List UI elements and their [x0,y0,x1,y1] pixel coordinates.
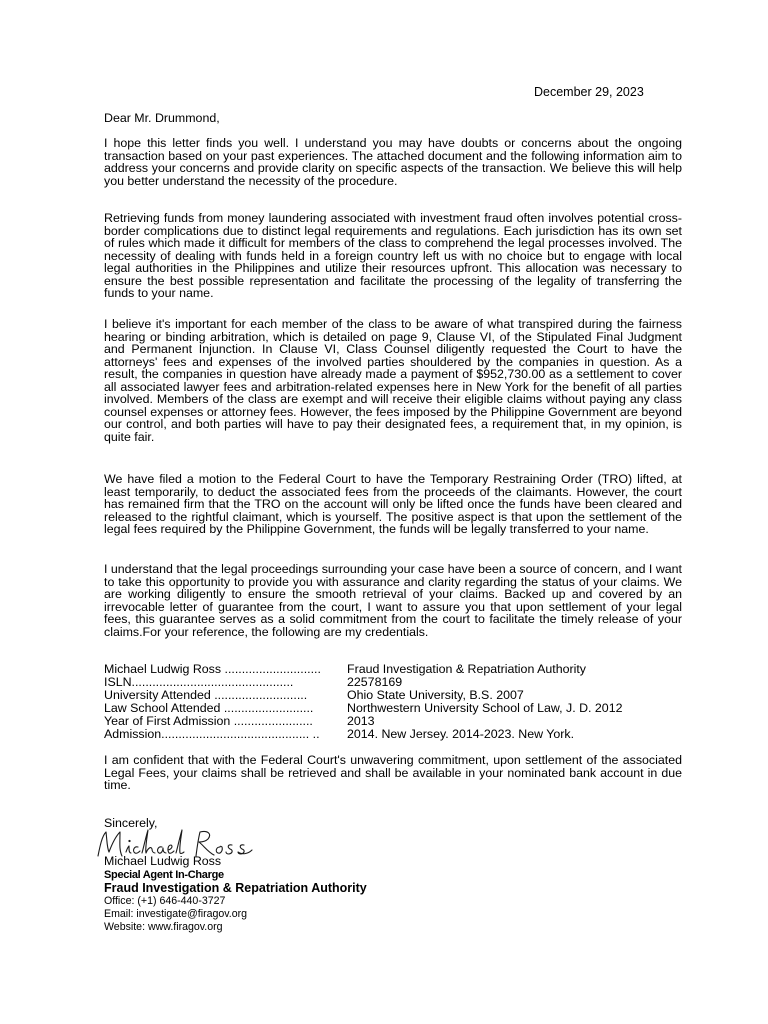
closing-paragraph: I am confident that with the Federal Court's unwavering commitment, upon settlement of the associated Legal Fees, your claims shall be retrieved and shall be available in your nominated bank account in due time. [104,753,682,792]
letter-date: December 29, 2023 [534,85,644,99]
contact-website: Website: www.firagov.org [104,921,223,933]
paragraph-3: I believe it's important for each member of the class to be aware of what transpired during the fairness hearing or binding arbitration, which is detailed on page 9, Clause VI, of the Stipulated Final Judgment and Permanent Injunction. In Clause VI, Class Counsel diligently requested the Court to have the attorneys' fees and expenses of the involved parties shouldered by the companies in question. As a result, the companies in question have already made a payment of $952,730.00 as a settlement to cover all associated lawyer fees and arbitration-related expenses here in New York for the benefit of all parties involved. Members of the class are exempt and will receive their eligible claims without paying any class counsel expenses or attorney fees. However, the fees imposed by the Philippine Government are beyond our control, and both parties will have to pay their designated fees, a requirement that, in my opinion, is quite fair. [104,317,682,444]
credential-label: Year of First Admission ....................... [104,714,313,728]
credential-label: Admission........................................... .. [104,727,320,741]
contact-email: Email: investigate@firagov.org [104,908,248,920]
credential-label: ISLN............................................... [104,675,294,689]
credential-row [104,727,575,741]
paragraph-2: Retrieving funds from money laundering associated with investment fraud often involves potential cross-border complications due to distinct legal requirements and regulations. Each jurisdiction has its own set of rules which made it difficult for members of the class to comprehend the legal processes involved. The necessity of dealing with funds held in a foreign country left us with no choice but to engage with local legal authorities in the Philippines and utilize their resources upfront. This allocation was necessary to ensure the best possible representation and facilitate the processing of the legality of transferring the funds to your name. [104,211,682,300]
signer-title: Special Agent In-Charge [104,869,224,881]
credential-label: Law School Attended .......................... [104,701,314,715]
credential-label: Michael Ludwig Ross ............................ [104,662,321,676]
credential-value: Northwestern University School of Law, J. D. 2012 [347,701,623,715]
paragraph-1: I hope this letter finds you well. I understand you may have doubts or concerns about the ongoing transaction based on your past experiences. The attached document and the following information aim to address your concerns and provide clarity on specific aspects of the transaction. We believe this will help you better understand the necessity of the procedure. [104,136,682,188]
credential-value: 2014. New Jersey. 2014-2023. New York. [347,727,575,741]
credential-value: 22578169 [347,675,403,689]
organization-name: Fraud Investigation & Repatriation Authority [104,881,367,895]
office-phone: Office: (+1) 646-440-3727 [104,895,226,907]
signer-name: Michael Ludwig Ross [104,854,222,868]
credential-value: Fraud Investigation & Repatriation Authority [347,662,586,676]
sign-off: Sincerely, [104,816,158,830]
credential-label: University Attended ........................... [104,688,308,702]
salutation: Dear Mr. Drummond, [104,111,220,125]
credential-value: 2013 [347,714,375,728]
paragraph-5: I understand that the legal proceedings surrounding your case have been a source of concern, and I want to take this opportunity to provide you with assurance and clarity regarding the status of your claims. We are working diligently to ensure the smooth retrieval of your claims. Backed up and covered by an irrevocable letter of guarantee from the court, I want to assure you that upon settlement of your legal fees, this guarantee serves as a solid commitment from the court to facilitate the timely release of your claims.For your reference, the following are my credentials. [104,562,682,639]
paragraph-4: We have filed a motion to the Federal Court to have the Temporary Restraining Order (TRO) lifted, at least temporarily, to deduct the associated fees from the proceeds of the claimants. However, the court has remained firm that the TRO on the account will only be lifted once the funds have been cleared and released to the rightful claimant, which is yourself. The positive aspect is that upon the settlement of the legal fees required by the Philippine Government, the funds will be legally transferred to your name. [104,472,682,536]
credential-value: Ohio State University, B.S. 2007 [347,688,524,702]
